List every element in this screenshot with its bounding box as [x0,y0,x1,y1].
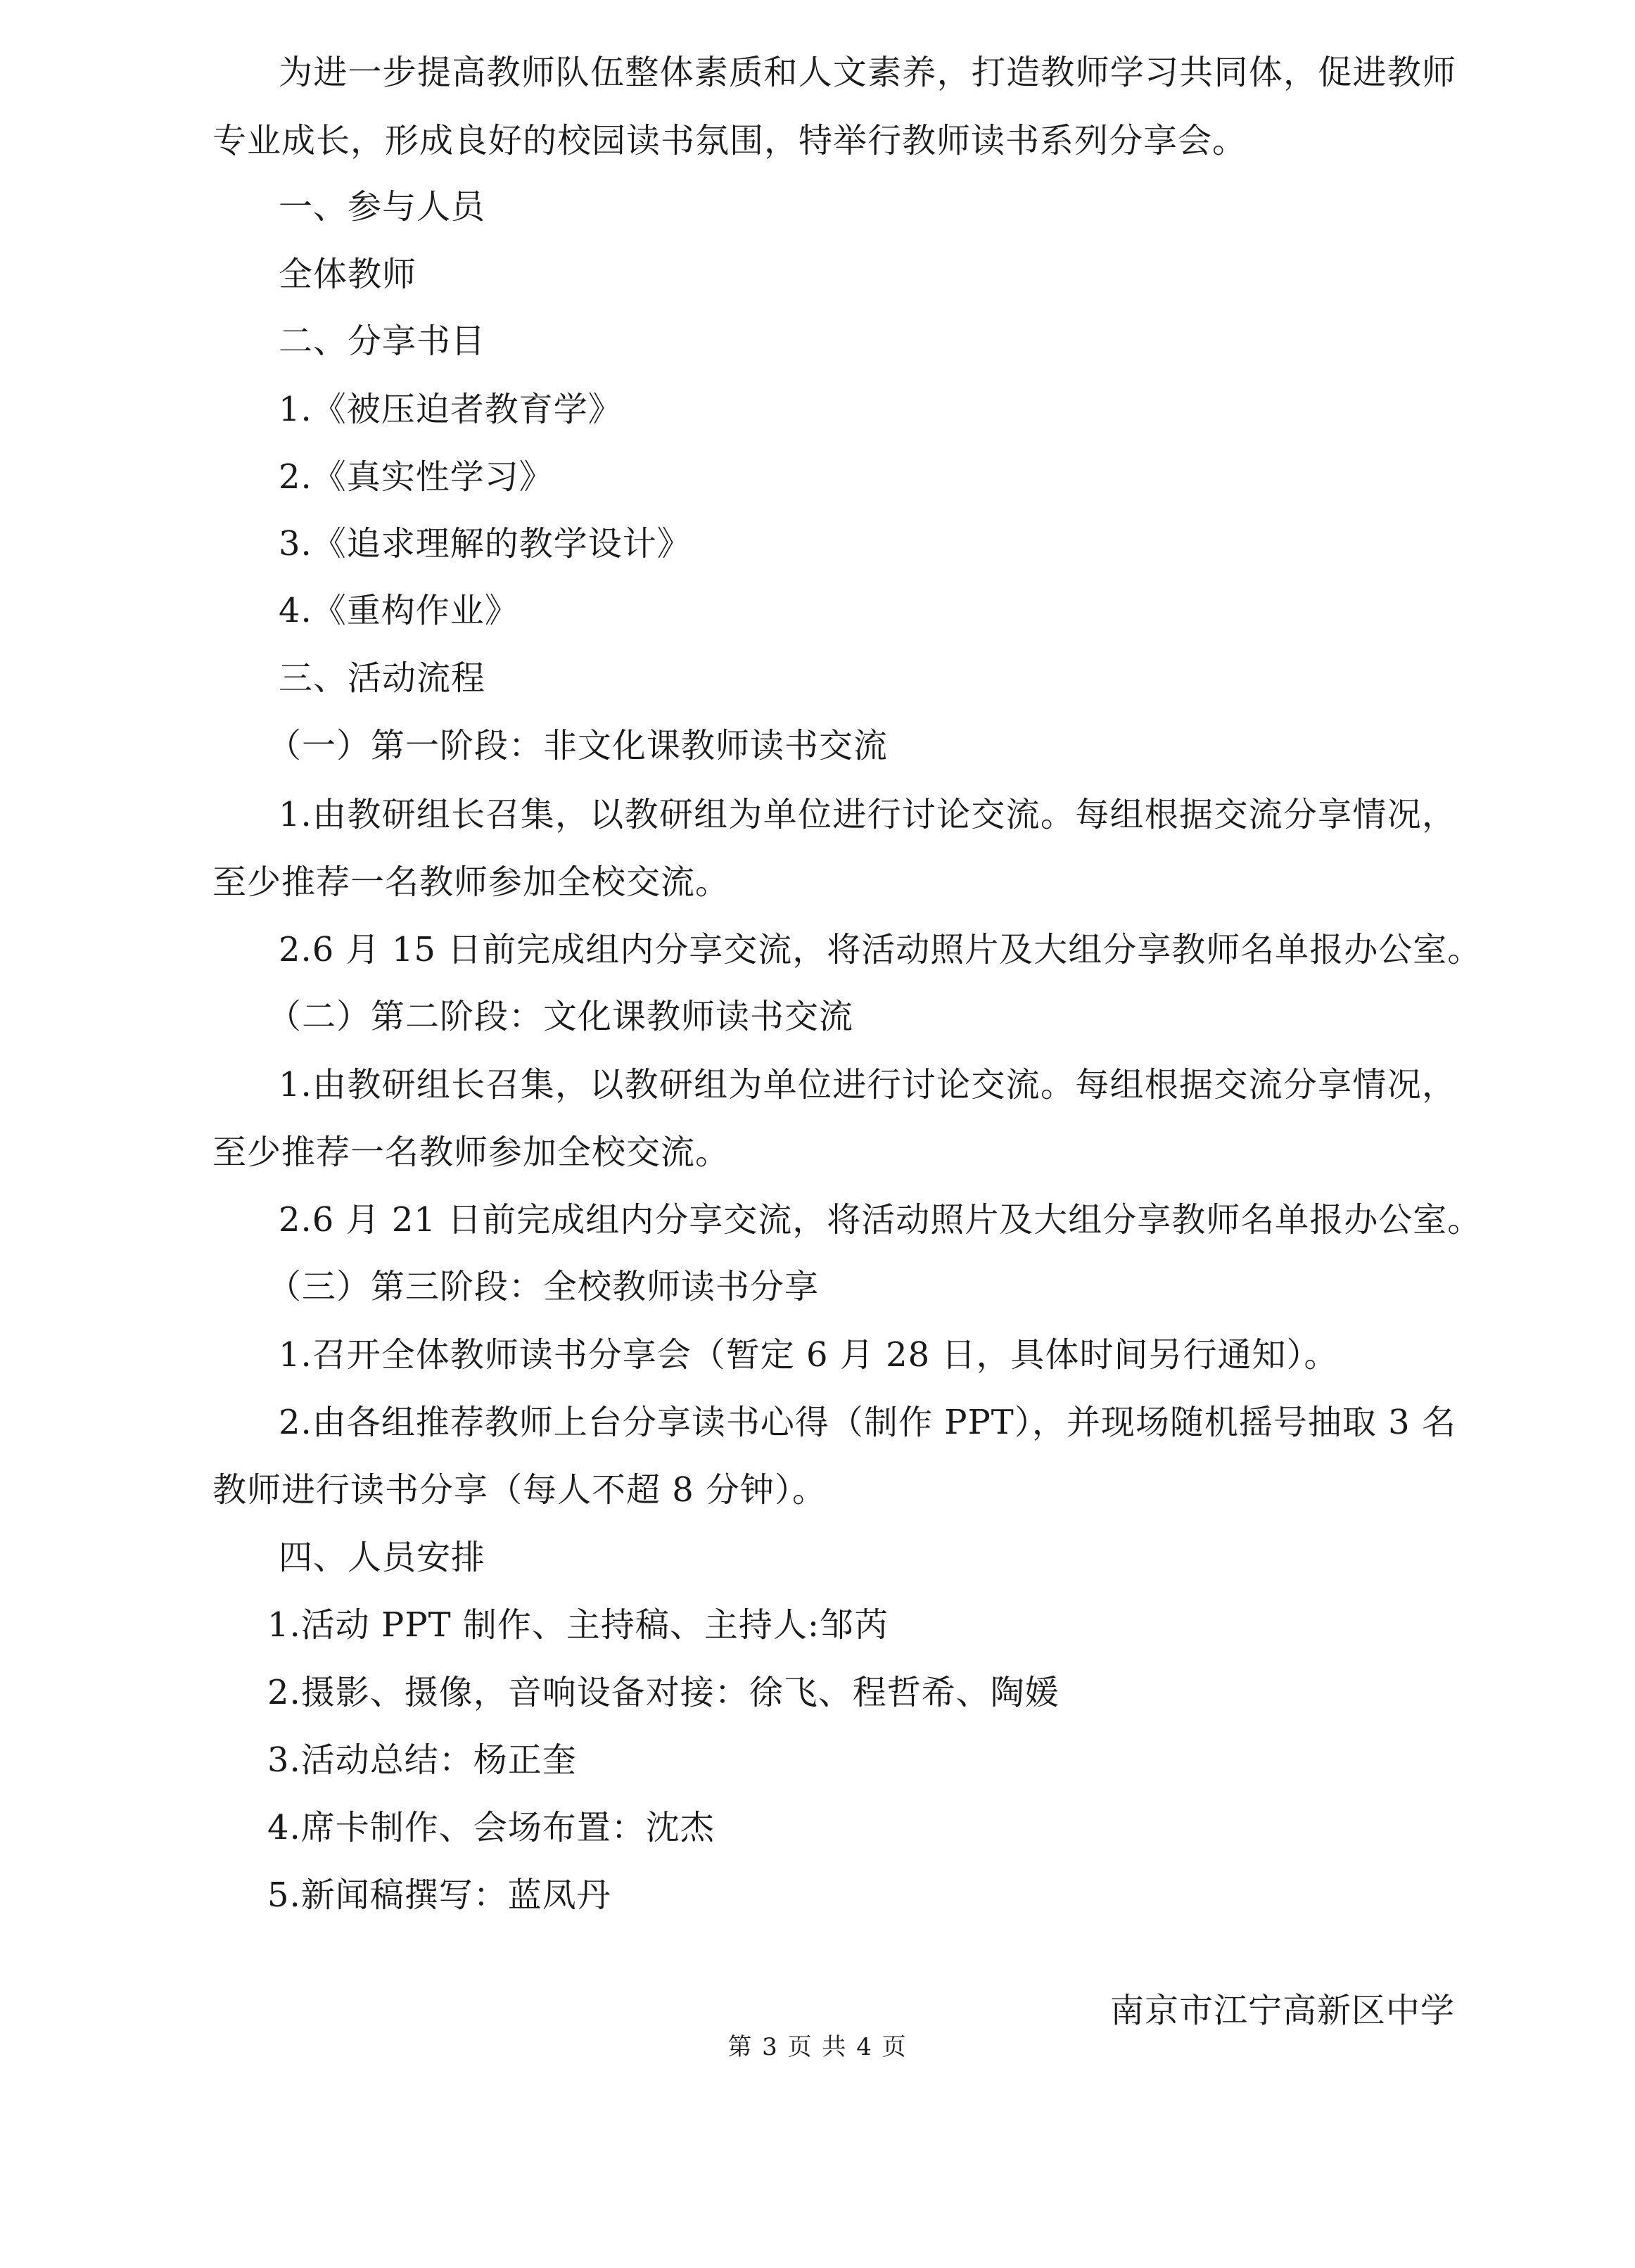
book-item-1: 1.《被压迫者教育学》 [279,390,623,429]
stage-3-item-2-line-1: 2.由各组推荐教师上台分享读书心得（制作 PPT），并现场随机摇号抽取 3 名 [279,1403,1456,1442]
book-item-2: 2.《真实性学习》 [279,457,554,497]
book-item-3: 3.《追求理解的教学设计》 [279,524,692,563]
stage-1-item-2: 2.6 月 15 日前完成组内分享交流，将活动照片及大组分享教师名单报办公室。 [279,930,1482,969]
stage-1-item-1-line-2: 至少推荐一名教师参加全校交流。 [212,862,730,902]
staff-item-2: 2.摄影、摄像，音响设备对接：徐飞、程哲希、陶媛 [267,1673,1060,1712]
stage-2-item-1-line-1: 1.由教研组长召集，以教研组为单位进行讨论交流。每组根据交流分享情况， [279,1065,1456,1104]
page-number: 第 3 页 共 4 页 [727,2033,908,2061]
stage-1-item-1-line-1: 1.由教研组长召集，以教研组为单位进行讨论交流。每组根据交流分享情况， [279,795,1456,834]
participants-text: 全体教师 [279,255,417,294]
section-heading-participants: 一、参与人员 [279,187,486,227]
section-heading-staff: 四、人员安排 [279,1538,486,1577]
stage-3-heading: （三）第三阶段：全校教师读书分享 [267,1267,820,1306]
stage-2-heading: （二）第二阶段：文化课教师读书交流 [267,997,854,1036]
book-item-4: 4.《重构作业》 [279,591,519,630]
staff-item-4: 4.席卡制作、会场布置：沈杰 [267,1808,715,1847]
stage-1-heading: （一）第一阶段：非文化课教师读书交流 [267,726,889,765]
staff-item-5: 5.新闻稿撰写：蓝凤丹 [267,1875,611,1915]
section-heading-process: 三、活动流程 [279,658,486,698]
stage-3-item-2-line-2: 教师进行读书分享（每人不超 8 分钟）。 [212,1470,827,1510]
intro-paragraph-line-1: 为进一步提高教师队伍整体素质和人文素养，打造教师学习共同体，促进教师 [279,53,1456,92]
stage-2-item-1-line-2: 至少推荐一名教师参加全校交流。 [212,1133,730,1172]
staff-item-1: 1.活动 PPT 制作、主持稿、主持人:邹芮 [267,1605,889,1645]
stage-3-item-1: 1.召开全体教师读书分享会（暂定 6 月 28 日，具体时间另行通知）。 [279,1335,1339,1375]
stage-2-item-2: 2.6 月 21 日前完成组内分享交流，将活动照片及大组分享教师名单报办公室。 [279,1200,1482,1240]
section-heading-books: 二、分享书目 [279,321,486,361]
school-signature: 南京市江宁高新区中学 [1109,1991,1455,2030]
staff-item-3: 3.活动总结：杨正奎 [267,1740,577,1780]
intro-paragraph-line-2: 专业成长，形成良好的校园读书氛围，特举行教师读书系列分享会。 [212,121,1247,160]
